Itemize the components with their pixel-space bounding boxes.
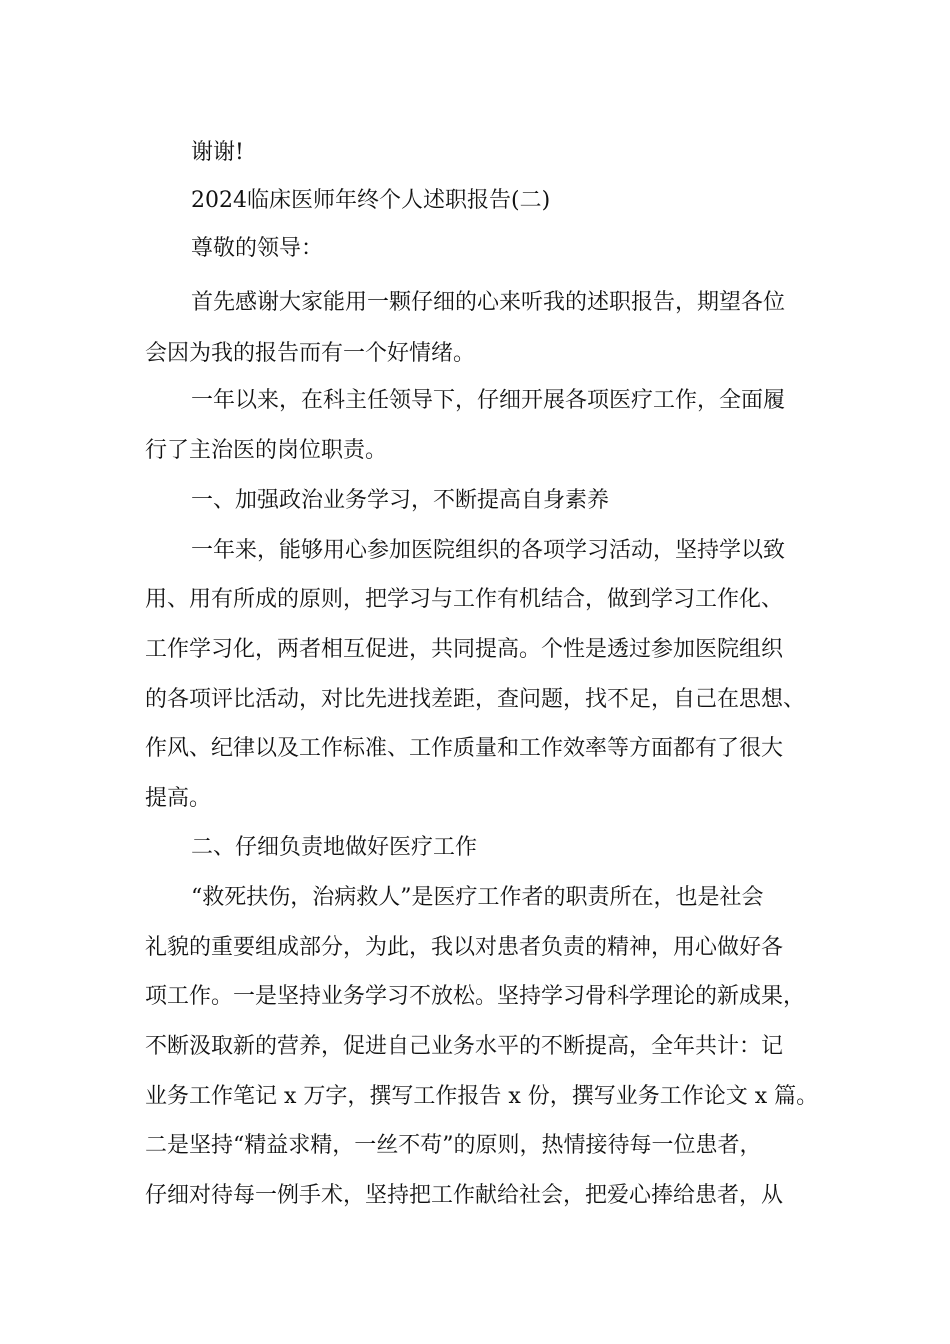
section-heading: 一、加强政治业务学习，不断提高自身素养 [191,488,610,513]
paragraph-line: 用、用有所成的原则，把学习与工作有机结合，做到学习工作化、 [145,587,784,612]
document-title: 2024临床医师年终个人述职报告(二) [191,188,551,213]
paragraph-line: 不断汲取新的营养，促进自己业务水平的不断提高，全年共计：记 [145,1034,784,1059]
paragraph-line: 仔细对待每一例手术，坚持把工作献给社会，把爱心捧给患者，从 [145,1183,784,1208]
paragraph-line: 礼貌的重要组成部分，为此，我以对患者负责的精神，用心做好各 [145,935,784,960]
paragraph-line: 业务工作笔记 x 万字，撰写工作报告 x 份，撰写业务工作论文 x 篇。 [145,1084,819,1109]
paragraph-line: 行了主治医的岗位职责。 [145,438,388,463]
paragraph-line: 提高。 [145,786,212,811]
paragraph-line: 一年以来，在科主任领导下，仔细开展各项医疗工作，全面履 [191,388,786,413]
paragraph-line: 作风、纪律以及工作标准、工作质量和工作效率等方面都有了很大 [145,736,784,761]
paragraph-line: “救死扶伤，治病救人”是医疗工作者的职责所在，也是社会 [191,885,764,910]
paragraph-line: 一年来，能够用心参加医院组织的各项学习活动，坚持学以致 [191,538,786,563]
text-line: 谢谢! [191,140,244,165]
paragraph-line: 工作学习化，两者相互促进，共同提高。个性是透过参加医院组织 [145,637,784,662]
salutation: 尊敬的领导： [191,236,324,261]
paragraph-line: 的各项评比活动，对比先进找差距，查问题，找不足，自己在思想、 [145,687,806,712]
section-heading: 二、仔细负责地做好医疗工作 [191,835,478,860]
paragraph-line: 二是坚持“精益求精，一丝不苟”的原则，热情接待每一位患者， [145,1133,762,1158]
paragraph-line: 首先感谢大家能用一颗仔细的心来听我的述职报告，期望各位 [191,290,786,315]
paragraph-line: 项工作。一是坚持业务学习不放松。坚持学习骨科学理论的新成果， [145,984,806,1009]
paragraph-line: 会因为我的报告而有一个好情绪。 [145,341,476,366]
